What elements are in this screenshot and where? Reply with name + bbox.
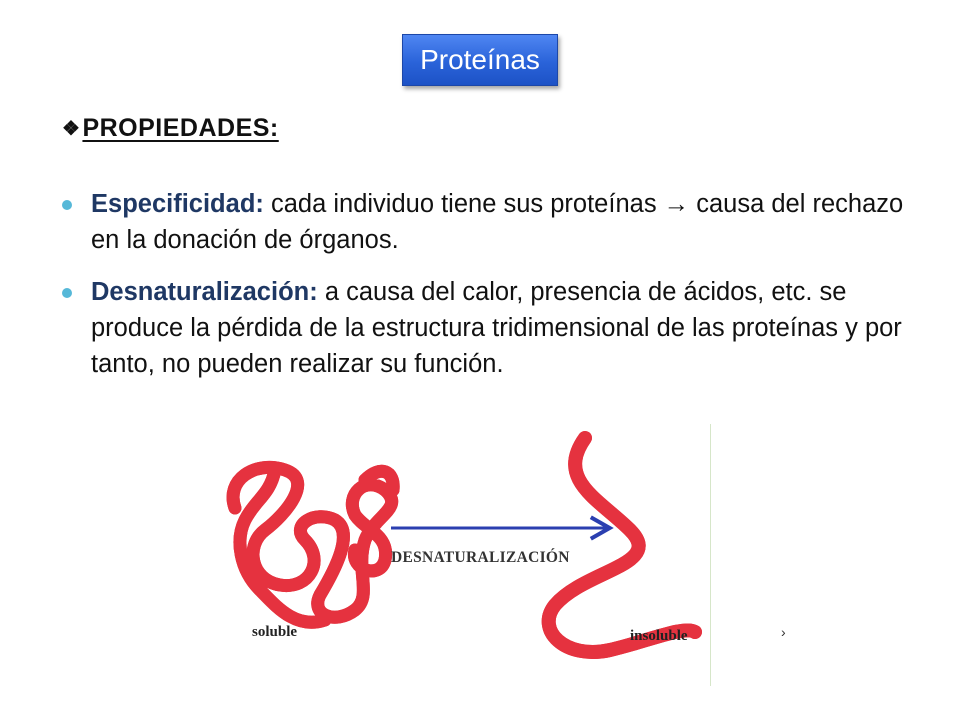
item-term: Desnaturalización: (91, 278, 318, 306)
slide-title: Proteínas (402, 34, 558, 86)
item-text: a causa del calor, presencia de ácidos, etc. se produce la pérdida de la estructura tridimensional de las proteínas y por tanto, no pueden realizar su función. (91, 278, 902, 378)
list-item-desnaturalizacion (62, 274, 922, 382)
item-term: Especificidad: (91, 190, 264, 218)
list-item-especificidad (62, 186, 922, 258)
soluble-label: soluble (252, 624, 298, 640)
insoluble-label: insoluble (630, 628, 688, 644)
heading-label: PROPIEDADES: (82, 114, 279, 142)
folded-protein-icon (233, 467, 393, 622)
diamond-bullet-icon: ❖ (62, 118, 81, 140)
item-text: cada individuo tiene sus proteínas → causa del rechazo en la donación de órganos. (91, 190, 904, 254)
section-heading (62, 114, 279, 143)
figure-divider (710, 424, 711, 686)
denaturation-label: DESNATURALIZACIÓN (391, 549, 570, 566)
unfolded-protein-icon (549, 438, 695, 652)
stray-mark: › (781, 624, 786, 640)
property-list (62, 186, 922, 398)
